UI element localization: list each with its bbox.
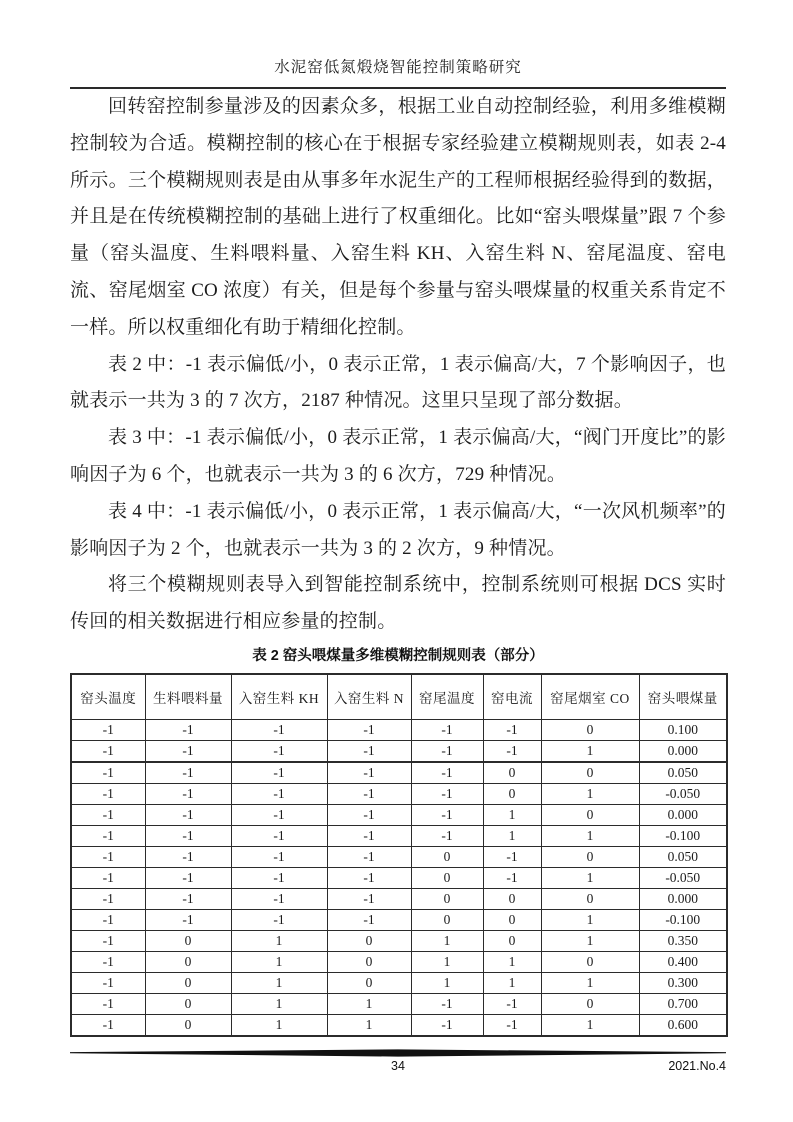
table-cell: 0 [411,909,483,930]
column-header: 窑头喂煤量 [639,674,727,720]
table-cell: 1 [541,740,639,762]
table-cell: 0 [145,993,231,1014]
table-cell: -1 [231,867,327,888]
table-row [71,930,727,951]
table-cell: -1 [145,804,231,825]
table-cell: 1 [231,993,327,1014]
table-cell: -1 [411,993,483,1014]
column-header: 窑电流 [483,674,541,720]
table-cell: -1 [145,867,231,888]
table-cell: -1 [145,825,231,846]
table-cell: 0.600 [639,1014,727,1036]
table-cell: -1 [483,719,541,740]
body-text [70,89,726,641]
paragraph: 回转窑控制参量涉及的因素众多，根据工业自动控制经验，利用多维模糊控制较为合适。模糊控制的核心在于根据专家经验建立模糊规则表，如表 2-4 所示。三个模糊规则表是由从事多年水泥生产的工程师根据经验得到的数据，并且是在传统模糊控制的基础上进行了权重细化。比如“窑头喂煤量”跟 7 个参量（窑头温度、生料喂料量、入窑生料 KH、入窑生料 N、窑尾温度、窑电流、窑尾烟室 CO 浓度）有关，但是每个参量与窑头喂煤量的权重关系肯定不一样。所以权重细化有助于精细化控制。 [70,96,726,338]
table-cell: 1 [541,1014,639,1036]
table-cell: 1 [541,825,639,846]
table-cell: -0.050 [639,783,727,804]
table-cell: -1 [231,740,327,762]
table-cell: -1 [231,888,327,909]
table-cell: 1 [231,972,327,993]
table-cell: 0 [145,930,231,951]
table-cell: -1 [145,909,231,930]
table-cell: -1 [483,1014,541,1036]
table-cell: -1 [231,719,327,740]
table-cell: 0 [541,888,639,909]
table-cell: 1 [327,993,411,1014]
table-cell: -1 [327,867,411,888]
table-cell: -1 [71,972,145,993]
table-cell: -1 [71,993,145,1014]
table-cell: 1 [231,951,327,972]
footer-row [70,1058,726,1074]
table-cell: -1 [71,783,145,804]
table-cell: -1 [483,846,541,867]
table-cell: -1 [411,1014,483,1036]
table-header-row [71,674,727,720]
table-cell: 0 [411,867,483,888]
table-cell: 0 [483,888,541,909]
table-cell: -1 [411,719,483,740]
table-cell: -1 [483,867,541,888]
table-cell: -1 [231,762,327,784]
table-row [71,825,727,846]
table-cell: 1 [231,1014,327,1036]
table-cell: -1 [411,804,483,825]
table-row [71,846,727,867]
table-cell: 1 [327,1014,411,1036]
table-cell: 0 [145,951,231,972]
table-cell: 0 [411,846,483,867]
footer-divider-bar [70,1049,726,1057]
table-cell: 0 [483,783,541,804]
table-cell: -1 [327,762,411,784]
table-row [71,719,727,740]
table-cell: 0 [145,972,231,993]
table-cell: -1 [231,909,327,930]
table-cell: 0.300 [639,972,727,993]
table-cell: -1 [71,825,145,846]
table-cell: 0 [541,951,639,972]
table-cell: 1 [231,930,327,951]
table-cell: -0.100 [639,909,727,930]
column-header: 窑尾烟室 CO [541,674,639,720]
table-row [71,783,727,804]
table-cell: 0 [483,762,541,784]
table-cell: 0 [483,909,541,930]
column-header: 入窑生料 N [327,674,411,720]
table-row [71,951,727,972]
paragraph: 表 3 中：-1 表示偏低/小，0 表示正常，1 表示偏高/大，“阀门开度比”的影响因子为 6 个，也就表示一共为 3 的 6 次方，729 种情况。 [70,427,726,485]
table-cell: 1 [483,972,541,993]
table-cell: 1 [411,930,483,951]
table-row [71,867,727,888]
table-cell: -1 [483,993,541,1014]
table-cell: -0.100 [639,825,727,846]
table-cell: 1 [483,825,541,846]
fuzzy-rule-table [70,673,728,1037]
table-row [71,762,727,784]
table-cell: 1 [541,972,639,993]
table-cell: -1 [231,804,327,825]
table-cell: 0.050 [639,846,727,867]
table-cell: -1 [71,804,145,825]
table-cell: -0.050 [639,867,727,888]
table-cell: 0.350 [639,930,727,951]
table-row [71,993,727,1014]
table-cell: 0.050 [639,762,727,784]
table-cell: 1 [541,930,639,951]
table-cell: -1 [145,740,231,762]
table-cell: -1 [71,762,145,784]
column-header: 生料喂料量 [145,674,231,720]
table-cell: 0.400 [639,951,727,972]
column-header: 窑头温度 [71,674,145,720]
table-cell: 0 [541,993,639,1014]
table-cell: 0.700 [639,993,727,1014]
table-cell: -1 [145,783,231,804]
table-cell: 0 [145,1014,231,1036]
paragraph: 将三个模糊规则表导入到智能控制系统中，控制系统则可根据 DCS 实时传回的相关数据进行相应参量的控制。 [70,574,726,633]
table-cell: -1 [71,951,145,972]
table-cell: 0 [541,719,639,740]
table-row [71,972,727,993]
table-cell: -1 [71,888,145,909]
table-cell: -1 [71,740,145,762]
table-cell: -1 [145,762,231,784]
table-cell: -1 [145,846,231,867]
column-header: 窑尾温度 [411,674,483,720]
table-cell: -1 [411,762,483,784]
table-cell: 1 [483,951,541,972]
table-cell: -1 [71,846,145,867]
table-cell: 0 [411,888,483,909]
table-cell: 0 [541,762,639,784]
table-cell: -1 [145,719,231,740]
table-row [71,740,727,762]
table-cell: -1 [483,740,541,762]
table-cell: 0 [483,930,541,951]
table-cell: -1 [327,804,411,825]
table-cell: 0 [327,930,411,951]
table-cell: -1 [231,783,327,804]
table-row [71,888,727,909]
table-cell: -1 [71,719,145,740]
table-cell: 0.000 [639,804,727,825]
issue-label: 2021.No.4 [668,1059,726,1073]
table-caption: 表 2 窑头喂煤量多维模糊控制规则表（部分） [252,647,544,664]
table-cell: 0.100 [639,719,727,740]
table-cell: -1 [411,783,483,804]
table-cell: 0.000 [639,888,727,909]
table-cell: -1 [411,740,483,762]
table-cell: -1 [71,867,145,888]
table-cell: 1 [411,951,483,972]
running-header-title: 水泥窑低氮煅烧智能控制策略研究 [274,59,522,76]
paragraph: 表 4 中：-1 表示偏低/小，0 表示正常，1 表示偏高/大，“一次风机频率”的影响因子为 2 个，也就表示一共为 3 的 2 次方，9 种情况。 [70,500,726,559]
table-cell: -1 [327,825,411,846]
table-cell: -1 [327,740,411,762]
paragraph: 表 2 中：-1 表示偏低/小，0 表示正常，1 表示偏高/大，7 个影响因子，也就表示一共为 3 的 7 次方，2187 种情况。这里只呈现了部分数据。 [70,353,726,412]
table-row [71,804,727,825]
table-cell: 0 [327,951,411,972]
table-cell: 0.000 [639,740,727,762]
table-cell: -1 [71,909,145,930]
table-cell: -1 [71,930,145,951]
table-cell: -1 [327,846,411,867]
table-cell: -1 [231,825,327,846]
table-cell: -1 [411,825,483,846]
running-header [70,0,726,89]
table-cell: -1 [327,909,411,930]
table-cell: -1 [327,888,411,909]
table-body [71,719,727,1036]
table-cell: 1 [483,804,541,825]
table-row [71,909,727,930]
table-cell: 1 [541,867,639,888]
table-cell: 1 [541,909,639,930]
table-cell: -1 [145,888,231,909]
table-cell: 1 [541,783,639,804]
page-footer [70,1049,726,1074]
column-header: 入窑生料 KH [231,674,327,720]
table-cell: 0 [327,972,411,993]
table-row [71,1014,727,1036]
table-cell: 1 [411,972,483,993]
table-header-row [71,674,727,720]
table-cell: -1 [327,719,411,740]
table-cell: -1 [327,783,411,804]
table-cell: -1 [71,1014,145,1036]
table-cell: 0 [541,804,639,825]
page-number: 34 [391,1059,405,1073]
table-cell: -1 [231,846,327,867]
table-cell: 0 [541,846,639,867]
